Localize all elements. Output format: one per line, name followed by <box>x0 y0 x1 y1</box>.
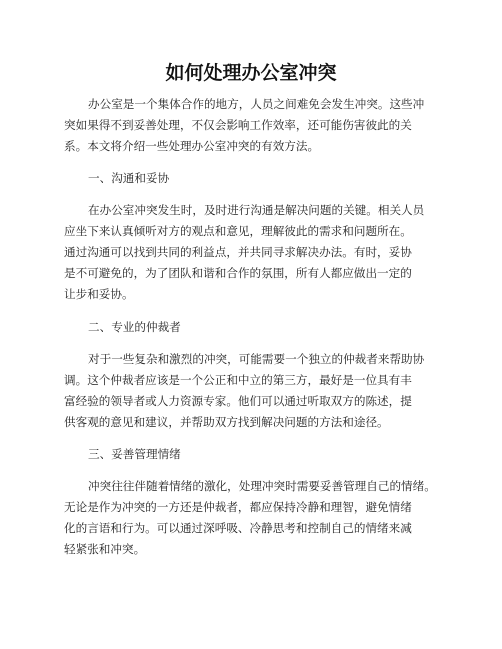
section-heading-emotions: 三、妥善管理情绪 <box>88 447 181 461</box>
paragraph-line: 无论是作为冲突的一方还是仲裁者，都应保持冷静和理智，避免情绪 <box>64 500 412 514</box>
document-title: 如何处理办公室冲突 <box>165 62 337 84</box>
section-heading-communication: 一、沟通和妥协 <box>88 171 170 185</box>
paragraph-line: 是不可避免的，为了团队和谐和合作的氛围，所有人都应做出一定的 <box>64 266 412 280</box>
intro-line: 办公室是一个集体合作的地方，人员之间难免会发生冲突。这些冲 <box>88 97 425 111</box>
paragraph-line: 化的言语和行为。可以通过深呼吸、冷静思考和控制自己的情绪来减 <box>64 521 412 535</box>
section-heading-arbitrator: 二、专业的仲裁者 <box>88 320 181 334</box>
paragraph-line: 供客观的意见和建议，并帮助双方找到解决问题的方法和途径。 <box>64 415 389 429</box>
paragraph-line: 应坐下来认真倾听对方的观点和意见，理解彼此的需求和问题所在。 <box>64 224 412 238</box>
paragraph-line: 调。这个仲裁者应该是一个公正和中立的第三方，最好是一位具有丰 <box>64 373 412 387</box>
paragraph-line: 轻紧张和冲突。 <box>64 542 146 556</box>
paragraph-line: 富经验的领导者或人力资源专家。他们可以通过听取双方的陈述，提 <box>64 394 412 408</box>
intro-line: 突如果得不到妥善处理，不仅会影响工作效率，还可能伤害彼此的关 <box>64 118 412 132</box>
intro-line: 系。本文将介绍一些处理办公室冲突的有效方法。 <box>64 139 320 153</box>
paragraph-line: 对于一些复杂和激烈的冲突，可能需要一个独立的仲裁者来帮助协 <box>88 352 425 366</box>
paragraph-line: 通过沟通可以找到共同的利益点，并共同寻求解决办法。有时，妥协 <box>64 245 412 259</box>
paragraph-line: 在办公室冲突发生时，及时进行沟通是解决问题的关键。相关人员 <box>88 203 425 217</box>
paragraph-line: 让步和妥协。 <box>64 287 134 301</box>
paragraph-line: 冲突往往伴随着情绪的激化，处理冲突时需要妥善管理自己的情绪。 <box>88 479 436 493</box>
